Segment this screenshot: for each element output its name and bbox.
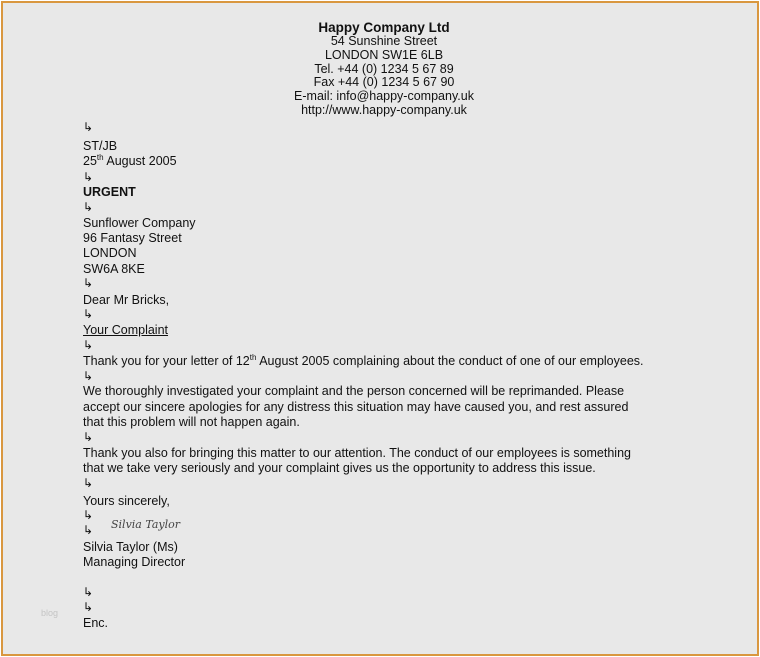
letter-page <box>1 1 759 656</box>
paragraph-2-line: that this problem will not happen again. <box>83 415 300 429</box>
paragraph-mark-icon: ↳ <box>83 307 94 321</box>
paragraph-mark-icon: ↳ <box>83 120 94 134</box>
recipient-name: Sunflower Company <box>83 216 196 230</box>
paragraph-mark-icon: ↳ <box>83 200 94 214</box>
recipient-postcode: SW6A 8KE <box>83 262 145 276</box>
company-name: Happy Company Ltd <box>318 20 450 35</box>
paragraph-3-line: Thank you also for bringing this matter to our attention. The conduct of our employees is something <box>83 446 631 460</box>
company-fax: Fax +44 (0) 1234 5 67 90 <box>313 75 455 90</box>
paragraph-3-line: that we take very seriously and your complaint gives us the opportunity to address this issue. <box>83 461 596 475</box>
paragraph-mark-icon: ↳ <box>83 369 94 383</box>
paragraph-mark-icon: ↳ <box>83 585 94 599</box>
watermark: blog <box>41 608 59 618</box>
signer-title: Managing Director <box>83 555 186 569</box>
letterhead <box>3 20 760 118</box>
signer-name: Silvia Taylor (Ms) <box>83 540 178 554</box>
paragraph-mark-icon: ↳ <box>83 508 94 522</box>
urgent-label: URGENT <box>83 185 136 199</box>
recipient-street: 96 Fantasy Street <box>83 231 182 245</box>
company-tel: Tel. +44 (0) 1234 5 67 89 <box>314 61 454 76</box>
paragraph-mark-icon: ↳ <box>83 338 94 352</box>
subject-line: Your Complaint <box>83 323 169 337</box>
paragraph-2-line: We thoroughly investigated your complaint and the person concerned will be reprimanded. Please <box>83 384 625 398</box>
paragraph-2-line: accept our sincere apologies for any distress this situation may have caused you, and rest assured <box>83 400 629 414</box>
paragraph-mark-icon: ↳ <box>83 170 94 184</box>
enclosure: Enc. <box>83 616 109 630</box>
paragraph-mark-icon: ↳ <box>83 430 94 444</box>
company-city: LONDON SW1E 6LB <box>324 47 444 62</box>
paragraph-mark-icon: ↳ <box>83 476 94 490</box>
paragraph-mark-icon: ↳ <box>83 276 94 290</box>
paragraph-1: Thank you for your letter of 12th August 2005 complaining about the conduct of one of our employees. <box>83 352 644 368</box>
company-email: E-mail: info@happy-company.uk <box>294 89 474 104</box>
recipient-city: LONDON <box>83 246 137 260</box>
letter-date: 25th August 2005 <box>83 152 177 168</box>
paragraph-mark-icon: ↳ <box>83 523 94 537</box>
company-street: 54 Sunshine Street <box>330 34 438 48</box>
company-website: http://www.happy-company.uk <box>301 102 467 117</box>
reference: ST/JB <box>83 139 118 153</box>
salutation: Dear Mr Bricks, <box>83 293 170 307</box>
closing: Yours sincerely, <box>83 494 170 508</box>
paragraph-mark-icon: ↳ <box>83 600 94 614</box>
handwritten-signature: Silvia Taylor <box>111 518 181 531</box>
